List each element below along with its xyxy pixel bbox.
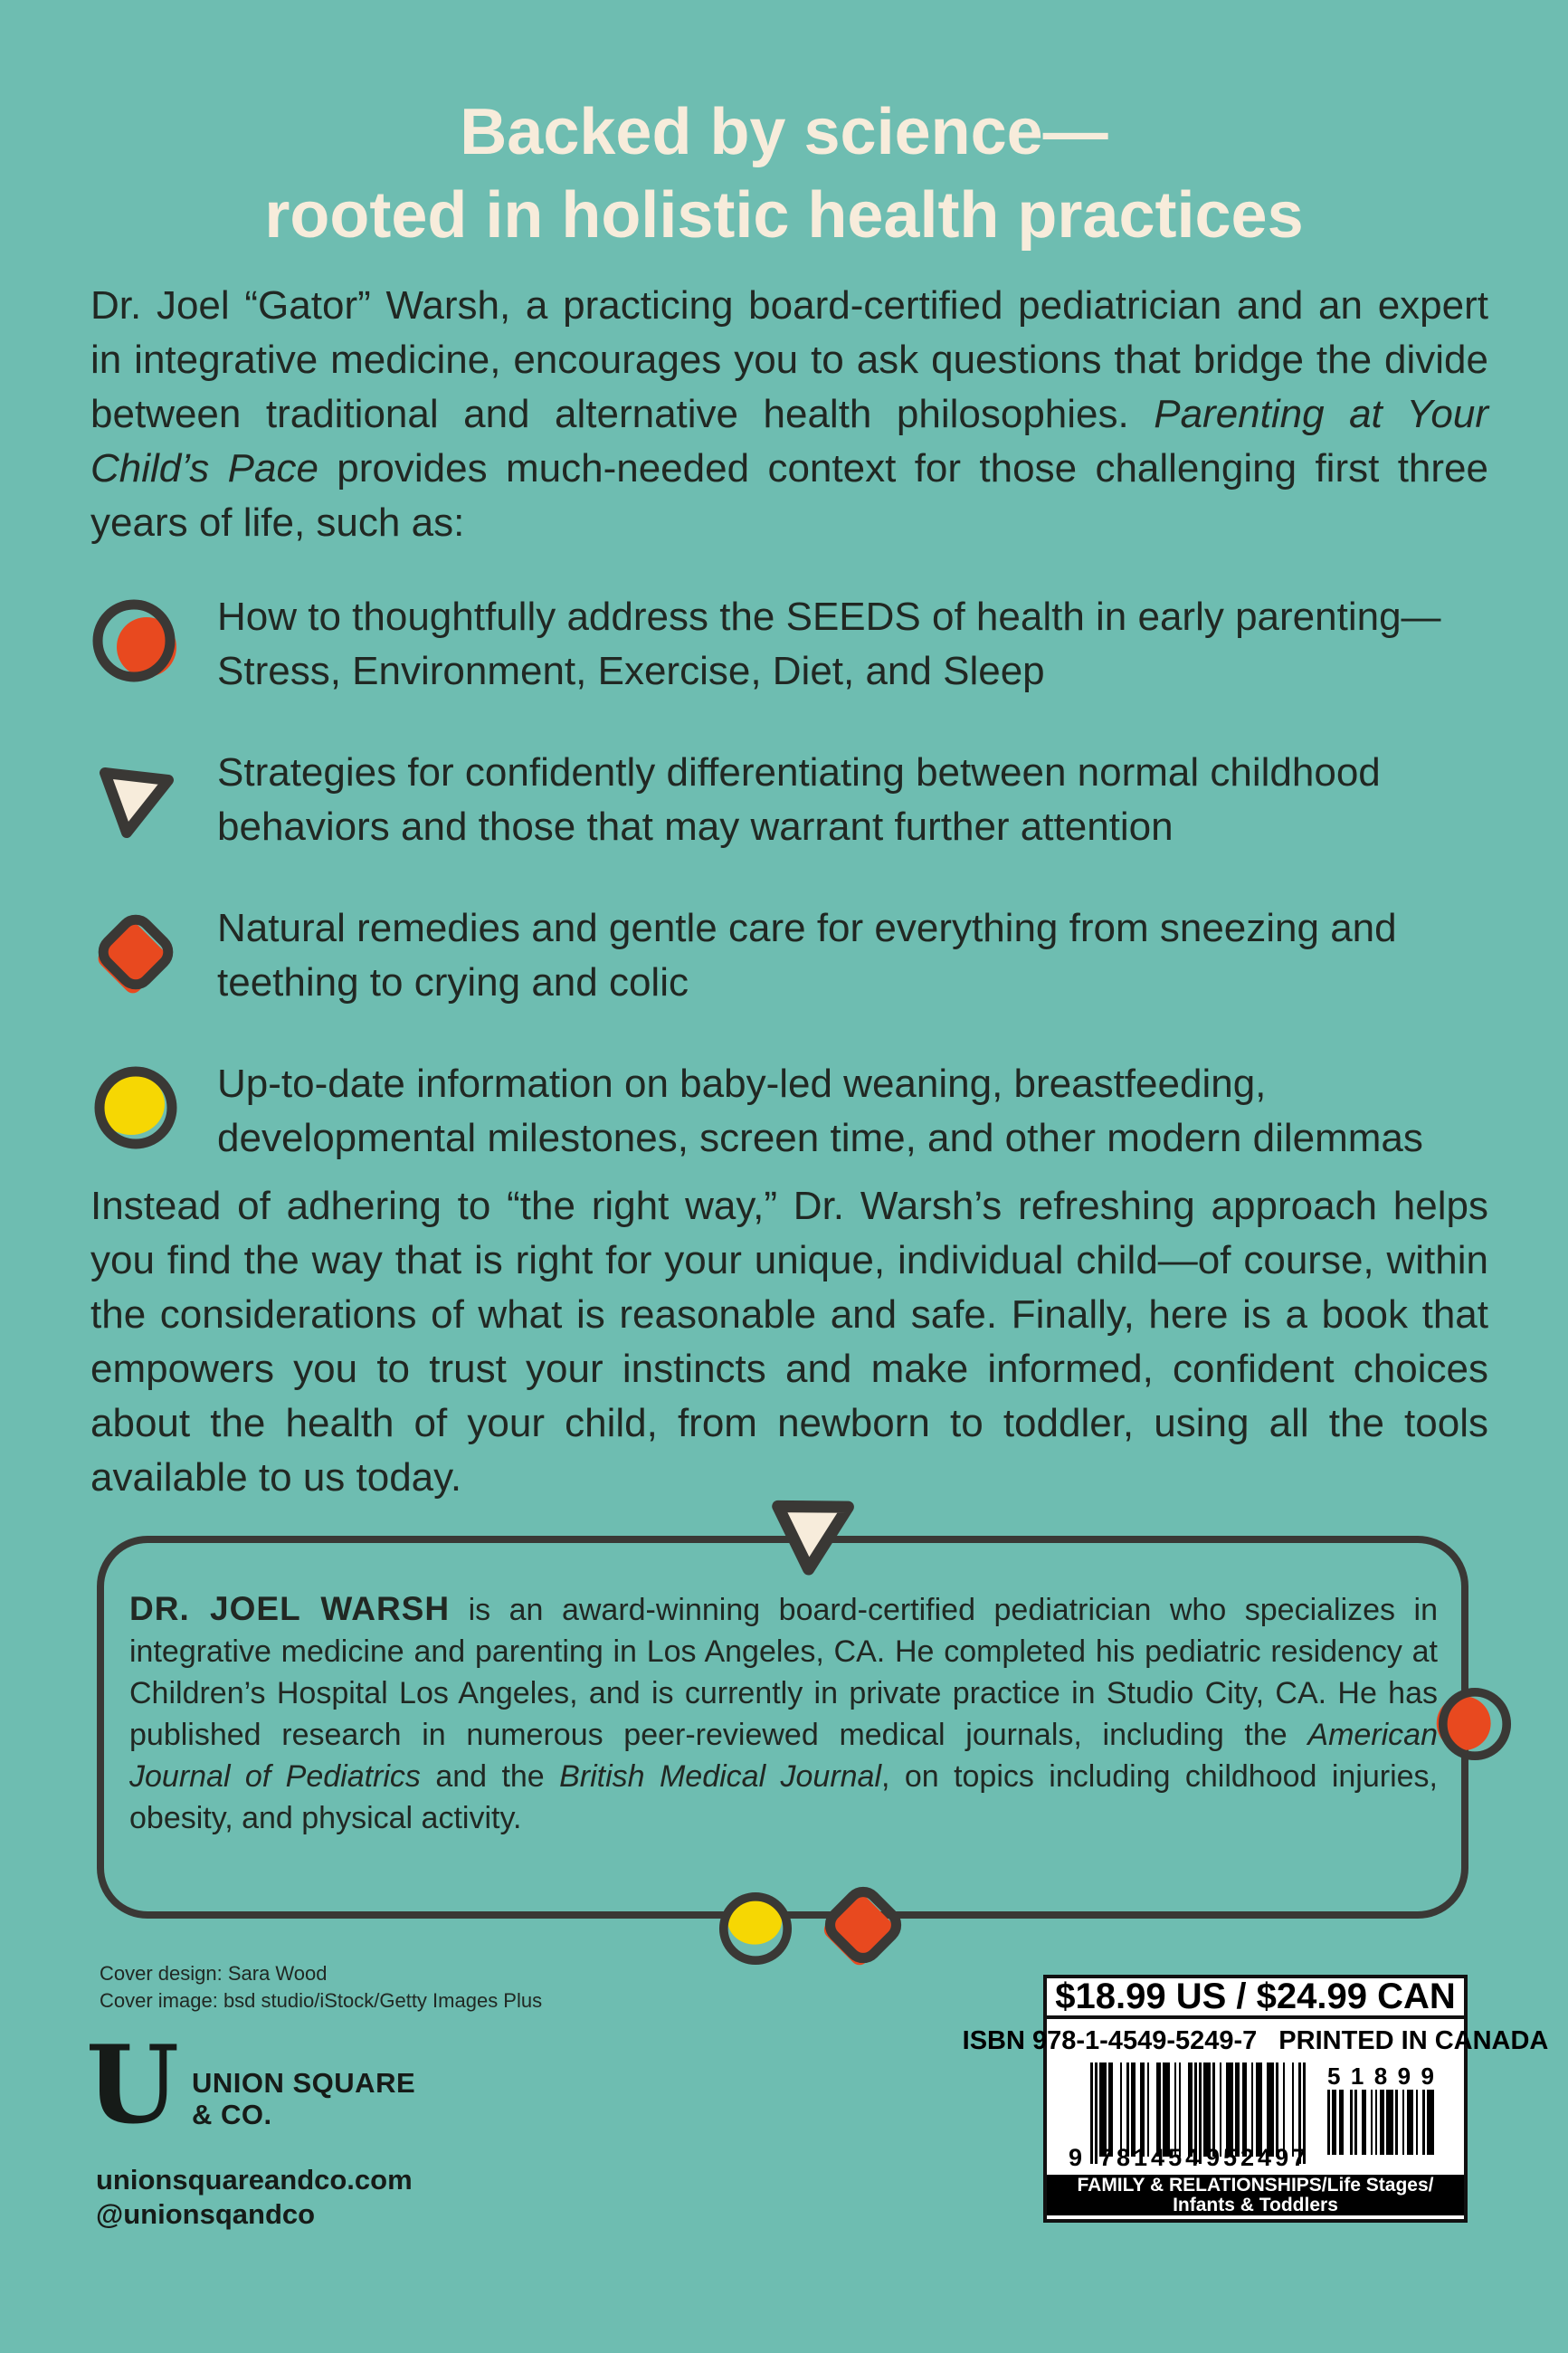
closing-paragraph: Instead of adhering to “the right way,” Dr. Warsh’s refreshing approach helps you find the way that is right for your unique, individual child—of course, within the considerations of what is reasonable and safe. Finally, here is a book that empowers you to trust your instincts and make informed, confident choices about the health of your child, from newborn to toddler, using all the tools available to us today. [90,1184,1488,1500]
orange-diamond-icon [90,907,181,997]
yellow-circle-deco-icon [716,1889,795,1968]
author-name: DR. JOEL WARSH [129,1590,451,1627]
cover-credits [100,1960,542,2015]
orange-dot-circle-icon [90,595,181,686]
orange-dot-circle-deco-icon [1435,1684,1515,1764]
bullet-text: Strategies for confidently differentiating between normal childhood behaviors and those that may warrant further attention [217,750,1381,849]
isbn-area [962,2019,1549,2175]
journal-name: British Medical Journal [559,1759,882,1794]
bullet-item-seeds [90,590,1475,699]
bullet-text: Natural remedies and gentle care for everything from sneezing and teething to crying and colic [217,906,1397,1005]
bullet-item-weaning [90,1057,1475,1166]
bullet-text: How to thoughtfully address the SEEDS of health in early parenting— Stress, Environment, Exercise, Diet, and Sleep [217,595,1441,693]
isbn-number: ISBN 978-1-4549-5249-7 [962,2026,1258,2055]
author-bio-text: DR. JOEL WARSH is an award-winning board-certified pediatrician who specializes in integrative medicine and parenting in Los Angeles, CA. He completed his pediatric residency at Children’s Hospital Los Angeles, and is currently in private practice in Studio City, CA. He has published research in numerous peer-reviewed medical journals, including the American Journal of Pediatrics and the British Medical Journal, on topics including childhood injuries, obesity, and physical activity. [129,1590,1439,1835]
bullet-list [90,590,1475,1166]
journal-name: American Journal of Pediatrics [129,1718,1438,1794]
publisher-social-handle: @unionsqandco [96,2198,316,2230]
publisher-website: unionsquareandco.com [96,2164,413,2196]
author-bio-box [97,1536,1468,1919]
bullet-item-behaviors [90,746,1475,854]
headline-line1: Backed by science— [460,96,1108,168]
price-label: $18.99 US / $24.99 CAN [1047,1978,1464,2019]
ean-digits-right: 952497 [1206,2144,1310,2171]
headline-line2: rooted in holistic health practices [264,179,1304,252]
book-title: Parenting at Your Child’s Pace [90,392,1488,491]
union-square-logo-name: UNION SQUARE & CO. [192,2067,416,2130]
ean-lead-digit: 9 [1069,2144,1083,2171]
cream-triangle-icon [90,751,181,842]
ean5-digits: 5 1 8 9 9 [1327,2062,1434,2090]
orange-diamond-deco-icon [817,1879,909,1971]
union-square-logo-mark: U [86,2022,179,2148]
intro-paragraph [90,279,1488,550]
barcode-block [962,1975,1549,2223]
category-strip: FAMILY & RELATIONSHIPS/Life Stages/ Infants & Toddlers [1047,2175,1464,2215]
intro-text-after: provides much-needed context for those challenging first three years of life, such as: [90,446,1488,545]
bullet-text: Up-to-date information on baby-led weaning, breastfeeding, developmental milestones, screen time, and other modern dilemmas [217,1062,1423,1160]
ean-digits-left: 781454 [1099,2144,1203,2171]
yellow-circle-icon [90,1062,181,1153]
credit-image: Cover image: bsd studio/iStock/Getty Images Plus [100,1989,543,2012]
intro-text: Dr. Joel “Gator” Warsh, a practicing board-certified pediatrician and an expert in integrative medicine, encourages you to ask questions that bridge the divide between traditional and alternative health philosophies. [90,283,1488,436]
ean5-barcode [1327,2090,1434,2155]
publisher-links [96,2163,413,2232]
cream-triangle-deco-icon [760,1474,870,1584]
printed-in: PRINTED IN CANADA [1278,2026,1549,2055]
bullet-item-remedies [90,901,1475,1010]
headline [0,90,1568,257]
credit-design: Cover design: Sara Wood [100,1962,328,1985]
